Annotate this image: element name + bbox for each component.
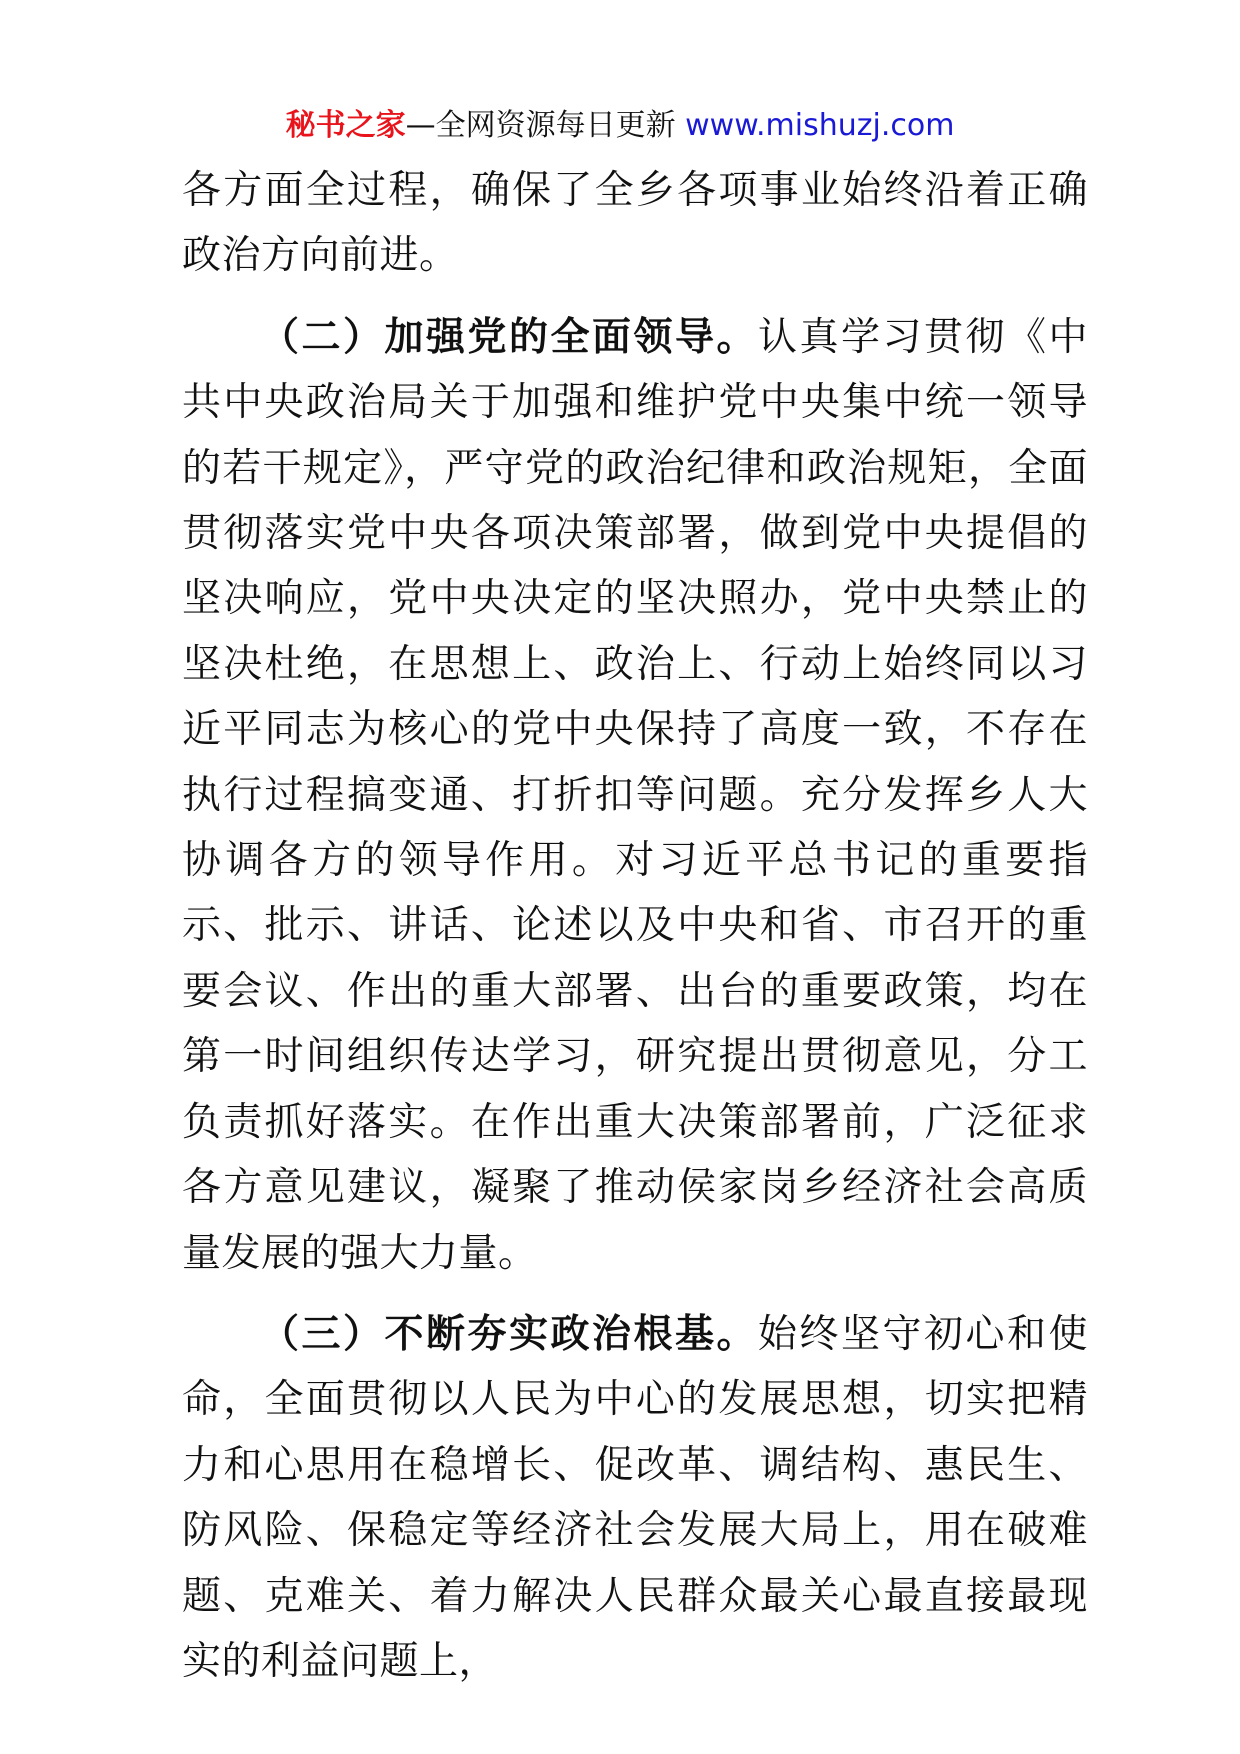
site-header (0, 104, 1240, 148)
section-heading: （二）加强党的全面领导。 (260, 314, 758, 360)
site-tagline: —全网资源每日更新 (405, 108, 686, 143)
paragraph-continuation (182, 158, 1088, 289)
site-url-link[interactable]: www.mishuzj.com (685, 108, 955, 143)
paragraph-text: 认真学习贯彻《中共中央政治局关于加强和维护党中央集中统一领导的若干规定》，严守党的政治纪律和政治规矩，全面贯彻落实党中央各项决策部署，做到党中央提倡的坚决响应，党中央决定的坚决照办，党中央禁止的坚决杜绝，在思想上、政治上、行动上始终同以习近平同志为核心的党中央保持了高度一致，不存在执行过程搞变通、打折扣等问题。充分发挥乡人大协调各方的领导作用。对习近平总书记的重要指示、批示、讲话、论述以及中央和省、市召开的重要会议、作出的重大部署、出台的重要政策，均在第一时间组织传达学习，研究提出贯彻意见，分工负责抓好落实。在作出重大决策部署前，广泛征求各方意见建议，凝聚了推动侯家岗乡经济社会高质量发展的强大力量。 (182, 314, 1088, 1276)
site-brand: 秘书之家 (285, 108, 406, 143)
section-heading: （三）不断夯实政治根基。 (260, 1311, 758, 1357)
paragraph-text: 各方面全过程，确保了全乡各项事业始终沿着正确政治方向前进。 (182, 168, 1088, 279)
document-body (182, 158, 1088, 1710)
paragraph-text: 始终坚守初心和使命，全面贯彻以人民为中心的发展思想，切实把精力和心思用在稳增长、促改革、调结构、惠民生、防风险、保稳定等经济社会发展大局上，用在破难题、克难关、着力解决人民群众最关心最直接最现实的利益问题上， (182, 1311, 1088, 1684)
paragraph-section-3 (182, 1302, 1088, 1694)
paragraph-section-2 (182, 305, 1088, 1286)
